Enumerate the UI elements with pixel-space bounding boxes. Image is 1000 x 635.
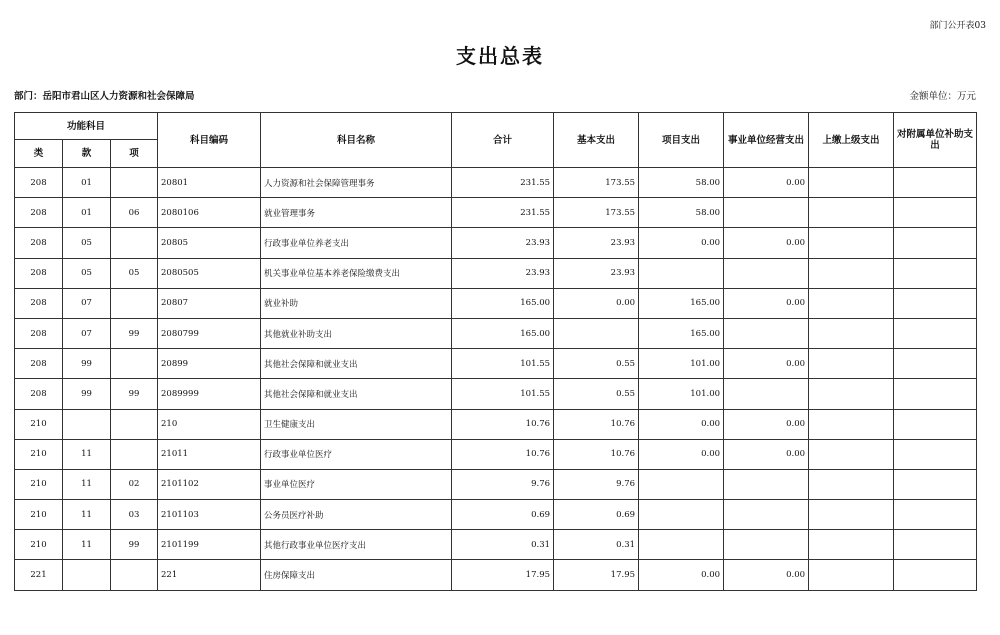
cell-kuan: 11 bbox=[63, 530, 111, 560]
cell-kuan: 05 bbox=[63, 228, 111, 258]
cell-lei: 208 bbox=[15, 318, 63, 348]
cell-total: 17.95 bbox=[452, 560, 554, 590]
cell-upper bbox=[809, 349, 894, 379]
cell-total: 23.93 bbox=[452, 258, 554, 288]
header-upper: 上缴上级支出 bbox=[809, 113, 894, 168]
cell-project bbox=[639, 469, 724, 499]
cell-total: 231.55 bbox=[452, 168, 554, 198]
cell-basic: 0.55 bbox=[554, 379, 639, 409]
header-code: 科目编码 bbox=[158, 113, 261, 168]
cell-name: 其他行政事业单位医疗支出 bbox=[261, 530, 452, 560]
cell-subsidy bbox=[894, 168, 977, 198]
cell-name: 其他社会保障和就业支出 bbox=[261, 349, 452, 379]
cell-name: 行政事业单位养老支出 bbox=[261, 228, 452, 258]
cell-subsidy bbox=[894, 500, 977, 530]
table-row bbox=[15, 228, 977, 258]
cell-project: 0.00 bbox=[639, 439, 724, 469]
cell-code: 221 bbox=[158, 560, 261, 590]
cell-project: 0.00 bbox=[639, 560, 724, 590]
cell-kuan: 07 bbox=[63, 318, 111, 348]
cell-business: 0.00 bbox=[724, 409, 809, 439]
cell-subsidy bbox=[894, 469, 977, 499]
cell-upper bbox=[809, 469, 894, 499]
cell-subsidy bbox=[894, 349, 977, 379]
cell-upper bbox=[809, 560, 894, 590]
cell-upper bbox=[809, 439, 894, 469]
cell-name: 机关事业单位基本养老保险缴费支出 bbox=[261, 258, 452, 288]
cell-business: 0.00 bbox=[724, 439, 809, 469]
cell-business: 0.00 bbox=[724, 560, 809, 590]
cell-kuan: 01 bbox=[63, 168, 111, 198]
cell-name: 事业单位医疗 bbox=[261, 469, 452, 499]
header-xiang: 项 bbox=[111, 140, 158, 168]
cell-total: 101.55 bbox=[452, 349, 554, 379]
cell-lei: 208 bbox=[15, 228, 63, 258]
cell-lei: 208 bbox=[15, 379, 63, 409]
cell-name: 公务员医疗补助 bbox=[261, 500, 452, 530]
cell-upper bbox=[809, 500, 894, 530]
department-label: 部门：岳阳市君山区人力资源和社会保障局 bbox=[14, 91, 195, 102]
cell-basic: 173.55 bbox=[554, 168, 639, 198]
cell-business bbox=[724, 198, 809, 228]
table-row bbox=[15, 318, 977, 348]
cell-upper bbox=[809, 258, 894, 288]
header-lei: 类 bbox=[15, 140, 63, 168]
table-row bbox=[15, 168, 977, 198]
cell-basic: 17.95 bbox=[554, 560, 639, 590]
cell-lei: 208 bbox=[15, 349, 63, 379]
cell-subsidy bbox=[894, 530, 977, 560]
table-row bbox=[15, 530, 977, 560]
cell-basic: 10.76 bbox=[554, 409, 639, 439]
cell-total: 9.76 bbox=[452, 469, 554, 499]
cell-project: 165.00 bbox=[639, 288, 724, 318]
table-row bbox=[15, 379, 977, 409]
table-row bbox=[15, 288, 977, 318]
cell-basic: 9.76 bbox=[554, 469, 639, 499]
cell-code: 210 bbox=[158, 409, 261, 439]
cell-code: 2080505 bbox=[158, 258, 261, 288]
cell-subsidy bbox=[894, 228, 977, 258]
cell-name: 其他社会保障和就业支出 bbox=[261, 379, 452, 409]
table-row bbox=[15, 560, 977, 590]
cell-kuan: 11 bbox=[63, 439, 111, 469]
cell-kuan: 11 bbox=[63, 469, 111, 499]
cell-business bbox=[724, 318, 809, 348]
cell-basic: 0.31 bbox=[554, 530, 639, 560]
cell-xiang bbox=[111, 288, 158, 318]
table-body bbox=[15, 168, 977, 591]
cell-xiang bbox=[111, 439, 158, 469]
cell-basic: 0.69 bbox=[554, 500, 639, 530]
table-row bbox=[15, 409, 977, 439]
cell-lei: 208 bbox=[15, 288, 63, 318]
cell-xiang: 06 bbox=[111, 198, 158, 228]
cell-upper bbox=[809, 530, 894, 560]
expenditure-table bbox=[14, 112, 977, 591]
cell-lei: 208 bbox=[15, 258, 63, 288]
cell-business: 0.00 bbox=[724, 349, 809, 379]
cell-name: 卫生健康支出 bbox=[261, 409, 452, 439]
cell-lei: 221 bbox=[15, 560, 63, 590]
cell-code: 2101103 bbox=[158, 500, 261, 530]
cell-name: 住房保障支出 bbox=[261, 560, 452, 590]
cell-lei: 208 bbox=[15, 168, 63, 198]
cell-total: 0.31 bbox=[452, 530, 554, 560]
cell-business: 0.00 bbox=[724, 288, 809, 318]
cell-basic: 23.93 bbox=[554, 258, 639, 288]
cell-code: 20805 bbox=[158, 228, 261, 258]
cell-total: 23.93 bbox=[452, 228, 554, 258]
cell-subsidy bbox=[894, 258, 977, 288]
cell-name: 就业补助 bbox=[261, 288, 452, 318]
cell-business: 0.00 bbox=[724, 228, 809, 258]
header-kuan: 款 bbox=[63, 140, 111, 168]
cell-xiang bbox=[111, 168, 158, 198]
header-basic: 基本支出 bbox=[554, 113, 639, 168]
cell-total: 10.76 bbox=[452, 409, 554, 439]
cell-code: 20801 bbox=[158, 168, 261, 198]
cell-business bbox=[724, 379, 809, 409]
cell-business bbox=[724, 469, 809, 499]
amount-unit-label: 金额单位：万元 bbox=[909, 91, 976, 102]
cell-xiang: 02 bbox=[111, 469, 158, 499]
cell-project: 58.00 bbox=[639, 168, 724, 198]
cell-xiang: 03 bbox=[111, 500, 158, 530]
cell-basic: 173.55 bbox=[554, 198, 639, 228]
cell-project bbox=[639, 258, 724, 288]
cell-basic: 23.93 bbox=[554, 228, 639, 258]
cell-subsidy bbox=[894, 439, 977, 469]
cell-lei: 210 bbox=[15, 500, 63, 530]
cell-name: 其他就业补助支出 bbox=[261, 318, 452, 348]
cell-xiang bbox=[111, 409, 158, 439]
cell-kuan: 99 bbox=[63, 379, 111, 409]
cell-code: 20899 bbox=[158, 349, 261, 379]
header-total: 合计 bbox=[452, 113, 554, 168]
cell-subsidy bbox=[894, 560, 977, 590]
cell-lei: 210 bbox=[15, 439, 63, 469]
cell-project: 0.00 bbox=[639, 228, 724, 258]
cell-basic: 0.00 bbox=[554, 288, 639, 318]
cell-total: 231.55 bbox=[452, 198, 554, 228]
cell-basic bbox=[554, 318, 639, 348]
cell-kuan: 05 bbox=[63, 258, 111, 288]
cell-total: 165.00 bbox=[452, 318, 554, 348]
cell-lei: 210 bbox=[15, 409, 63, 439]
cell-name: 行政事业单位医疗 bbox=[261, 439, 452, 469]
cell-upper bbox=[809, 288, 894, 318]
cell-code: 2080799 bbox=[158, 318, 261, 348]
cell-lei: 208 bbox=[15, 198, 63, 228]
cell-xiang: 99 bbox=[111, 530, 158, 560]
table-row bbox=[15, 349, 977, 379]
cell-upper bbox=[809, 379, 894, 409]
cell-subsidy bbox=[894, 409, 977, 439]
cell-xiang bbox=[111, 349, 158, 379]
form-number: 部门公开表03 bbox=[929, 21, 986, 31]
header-project: 项目支出 bbox=[639, 113, 724, 168]
cell-project: 101.00 bbox=[639, 349, 724, 379]
cell-business bbox=[724, 500, 809, 530]
header-func-subject: 功能科目 bbox=[15, 113, 158, 140]
cell-kuan: 01 bbox=[63, 198, 111, 228]
cell-lei: 210 bbox=[15, 530, 63, 560]
cell-project bbox=[639, 530, 724, 560]
cell-name: 就业管理事务 bbox=[261, 198, 452, 228]
cell-code: 20807 bbox=[158, 288, 261, 318]
table-row bbox=[15, 258, 977, 288]
cell-xiang: 05 bbox=[111, 258, 158, 288]
cell-total: 10.76 bbox=[452, 439, 554, 469]
cell-total: 101.55 bbox=[452, 379, 554, 409]
cell-kuan: 07 bbox=[63, 288, 111, 318]
cell-name: 人力资源和社会保障管理事务 bbox=[261, 168, 452, 198]
cell-xiang: 99 bbox=[111, 379, 158, 409]
cell-subsidy bbox=[894, 288, 977, 318]
cell-upper bbox=[809, 198, 894, 228]
cell-project: 0.00 bbox=[639, 409, 724, 439]
cell-kuan bbox=[63, 409, 111, 439]
table-row bbox=[15, 469, 977, 499]
cell-project: 58.00 bbox=[639, 198, 724, 228]
cell-business bbox=[724, 530, 809, 560]
table-row bbox=[15, 198, 977, 228]
header-business: 事业单位经营支出 bbox=[724, 113, 809, 168]
page-title: 支出总表 bbox=[456, 44, 544, 68]
cell-total: 165.00 bbox=[452, 288, 554, 318]
cell-upper bbox=[809, 168, 894, 198]
cell-kuan bbox=[63, 560, 111, 590]
cell-code: 21011 bbox=[158, 439, 261, 469]
cell-upper bbox=[809, 228, 894, 258]
cell-code: 2101102 bbox=[158, 469, 261, 499]
cell-code: 2101199 bbox=[158, 530, 261, 560]
cell-code: 2089999 bbox=[158, 379, 261, 409]
table-row bbox=[15, 500, 977, 530]
cell-subsidy bbox=[894, 379, 977, 409]
cell-basic: 10.76 bbox=[554, 439, 639, 469]
cell-subsidy bbox=[894, 318, 977, 348]
cell-total: 0.69 bbox=[452, 500, 554, 530]
cell-xiang: 99 bbox=[111, 318, 158, 348]
cell-code: 2080106 bbox=[158, 198, 261, 228]
cell-kuan: 11 bbox=[63, 500, 111, 530]
cell-xiang bbox=[111, 228, 158, 258]
cell-lei: 210 bbox=[15, 469, 63, 499]
cell-business: 0.00 bbox=[724, 168, 809, 198]
header-name: 科目名称 bbox=[261, 113, 452, 168]
cell-upper bbox=[809, 409, 894, 439]
cell-xiang bbox=[111, 560, 158, 590]
cell-subsidy bbox=[894, 198, 977, 228]
cell-kuan: 99 bbox=[63, 349, 111, 379]
cell-project: 165.00 bbox=[639, 318, 724, 348]
cell-upper bbox=[809, 318, 894, 348]
header-subsidy: 对附属单位补助支出 bbox=[894, 113, 977, 168]
table-row bbox=[15, 439, 977, 469]
cell-project bbox=[639, 500, 724, 530]
cell-project: 101.00 bbox=[639, 379, 724, 409]
cell-basic: 0.55 bbox=[554, 349, 639, 379]
cell-business bbox=[724, 258, 809, 288]
